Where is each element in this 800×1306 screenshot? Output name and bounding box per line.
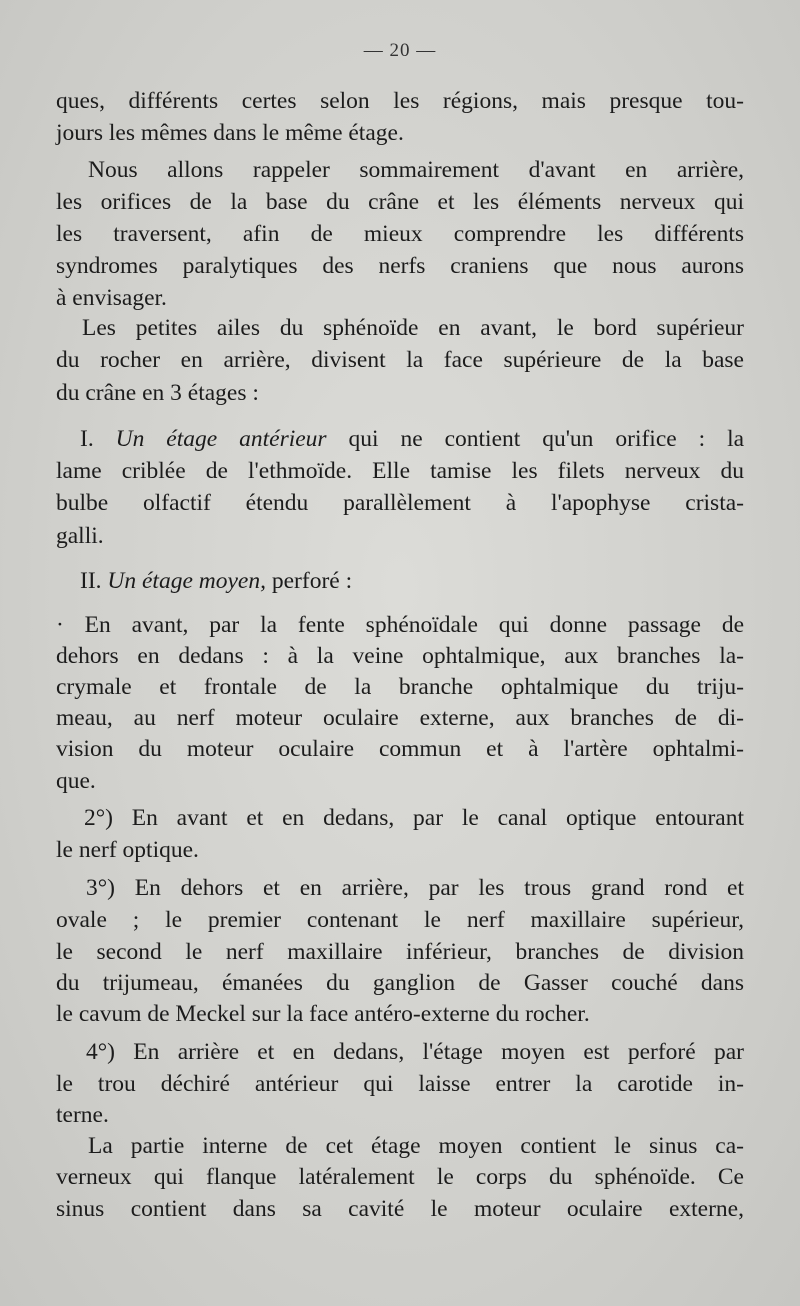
text-line: que. — [56, 768, 96, 794]
text-line: ovale ; le premier contenant le nerf maxillaire supérieur, — [56, 907, 744, 933]
text-line: du rocher en arrière, divisent la face supérieure de la base — [56, 347, 744, 373]
text-line: verneux qui flanque latéralement le corps du sphénoïde. Ce — [56, 1164, 744, 1190]
text-line: ques, différents certes selon les régions, mais presque tou- — [56, 88, 744, 114]
text-line: 3°) En dehors et en arrière, par les trous grand rond et — [86, 875, 744, 901]
section-number: II. — [80, 568, 102, 594]
section-number: I. — [80, 426, 94, 452]
section-title: Un étage antérieur — [115, 426, 327, 452]
text-line: du crâne en 3 étages : — [56, 380, 259, 406]
section-heading — [80, 424, 744, 454]
text-line: le second le nerf maxillaire inférieur, branches de division — [56, 939, 744, 965]
page-number: — 20 — — [363, 40, 437, 61]
text-line: sinus contient dans sa cavité le moteur oculaire externe, — [56, 1196, 744, 1222]
section-text: qui ne contient qu'un orifice : la — [348, 426, 745, 452]
text-line: Nous allons rappeler sommairement d'avant en arrière, — [88, 157, 744, 183]
text-line: 4°) En arrière et en dedans, l'étage moyen est perforé par — [86, 1039, 744, 1065]
text-line: le nerf optique. — [56, 837, 199, 863]
text-line: syndromes paralytiques des nerfs craniens que nous aurons — [56, 253, 744, 279]
text-line: le cavum de Meckel sur la face antéro-externe du rocher. — [56, 1001, 590, 1027]
text-line: les orifices de la base du crâne et les éléments nerveux qui — [56, 189, 744, 215]
text-line: Les petites ailes du sphénoïde en avant, le bord supérieur — [82, 315, 744, 341]
text-line: crymale et frontale de la branche ophtalmique du triju- — [56, 674, 744, 700]
text-line: jours les mêmes dans le même étage. — [56, 120, 404, 146]
text-line: dehors en dedans : à la veine ophtalmique, aux branches la- — [56, 643, 744, 669]
text-line: le trou déchiré antérieur qui laisse entrer la carotide in- — [56, 1071, 744, 1097]
section-title: Un étage moyen, — [107, 568, 266, 594]
text-line: à envisager. — [56, 285, 167, 311]
text-line: bulbe olfactif étendu parallèlement à l'apophyse crista- — [56, 490, 744, 516]
text-line: du trijumeau, émanées du ganglion de Gasser couché dans — [56, 970, 744, 996]
text-line: terne. — [56, 1102, 109, 1128]
text-line: meau, au nerf moteur oculaire externe, aux branches de di- — [56, 705, 744, 731]
text-line: galli. — [56, 523, 104, 549]
section-heading — [80, 566, 744, 596]
text-line: · En avant, par la fente sphénoïdale qui donne passage de — [56, 612, 744, 638]
text-line: lame criblée de l'ethmoïde. Elle tamise les filets nerveux du — [56, 458, 744, 484]
text-line: La partie interne de cet étage moyen contient le sinus ca- — [88, 1133, 744, 1159]
section-text: perforé : — [271, 568, 353, 594]
text-line: les traversent, afin de mieux comprendre les différents — [56, 221, 744, 247]
text-line: vision du moteur oculaire commun et à l'artère ophtalmi- — [56, 736, 744, 762]
text-line: 2°) En avant et en dedans, par le canal optique entourant — [84, 805, 744, 831]
